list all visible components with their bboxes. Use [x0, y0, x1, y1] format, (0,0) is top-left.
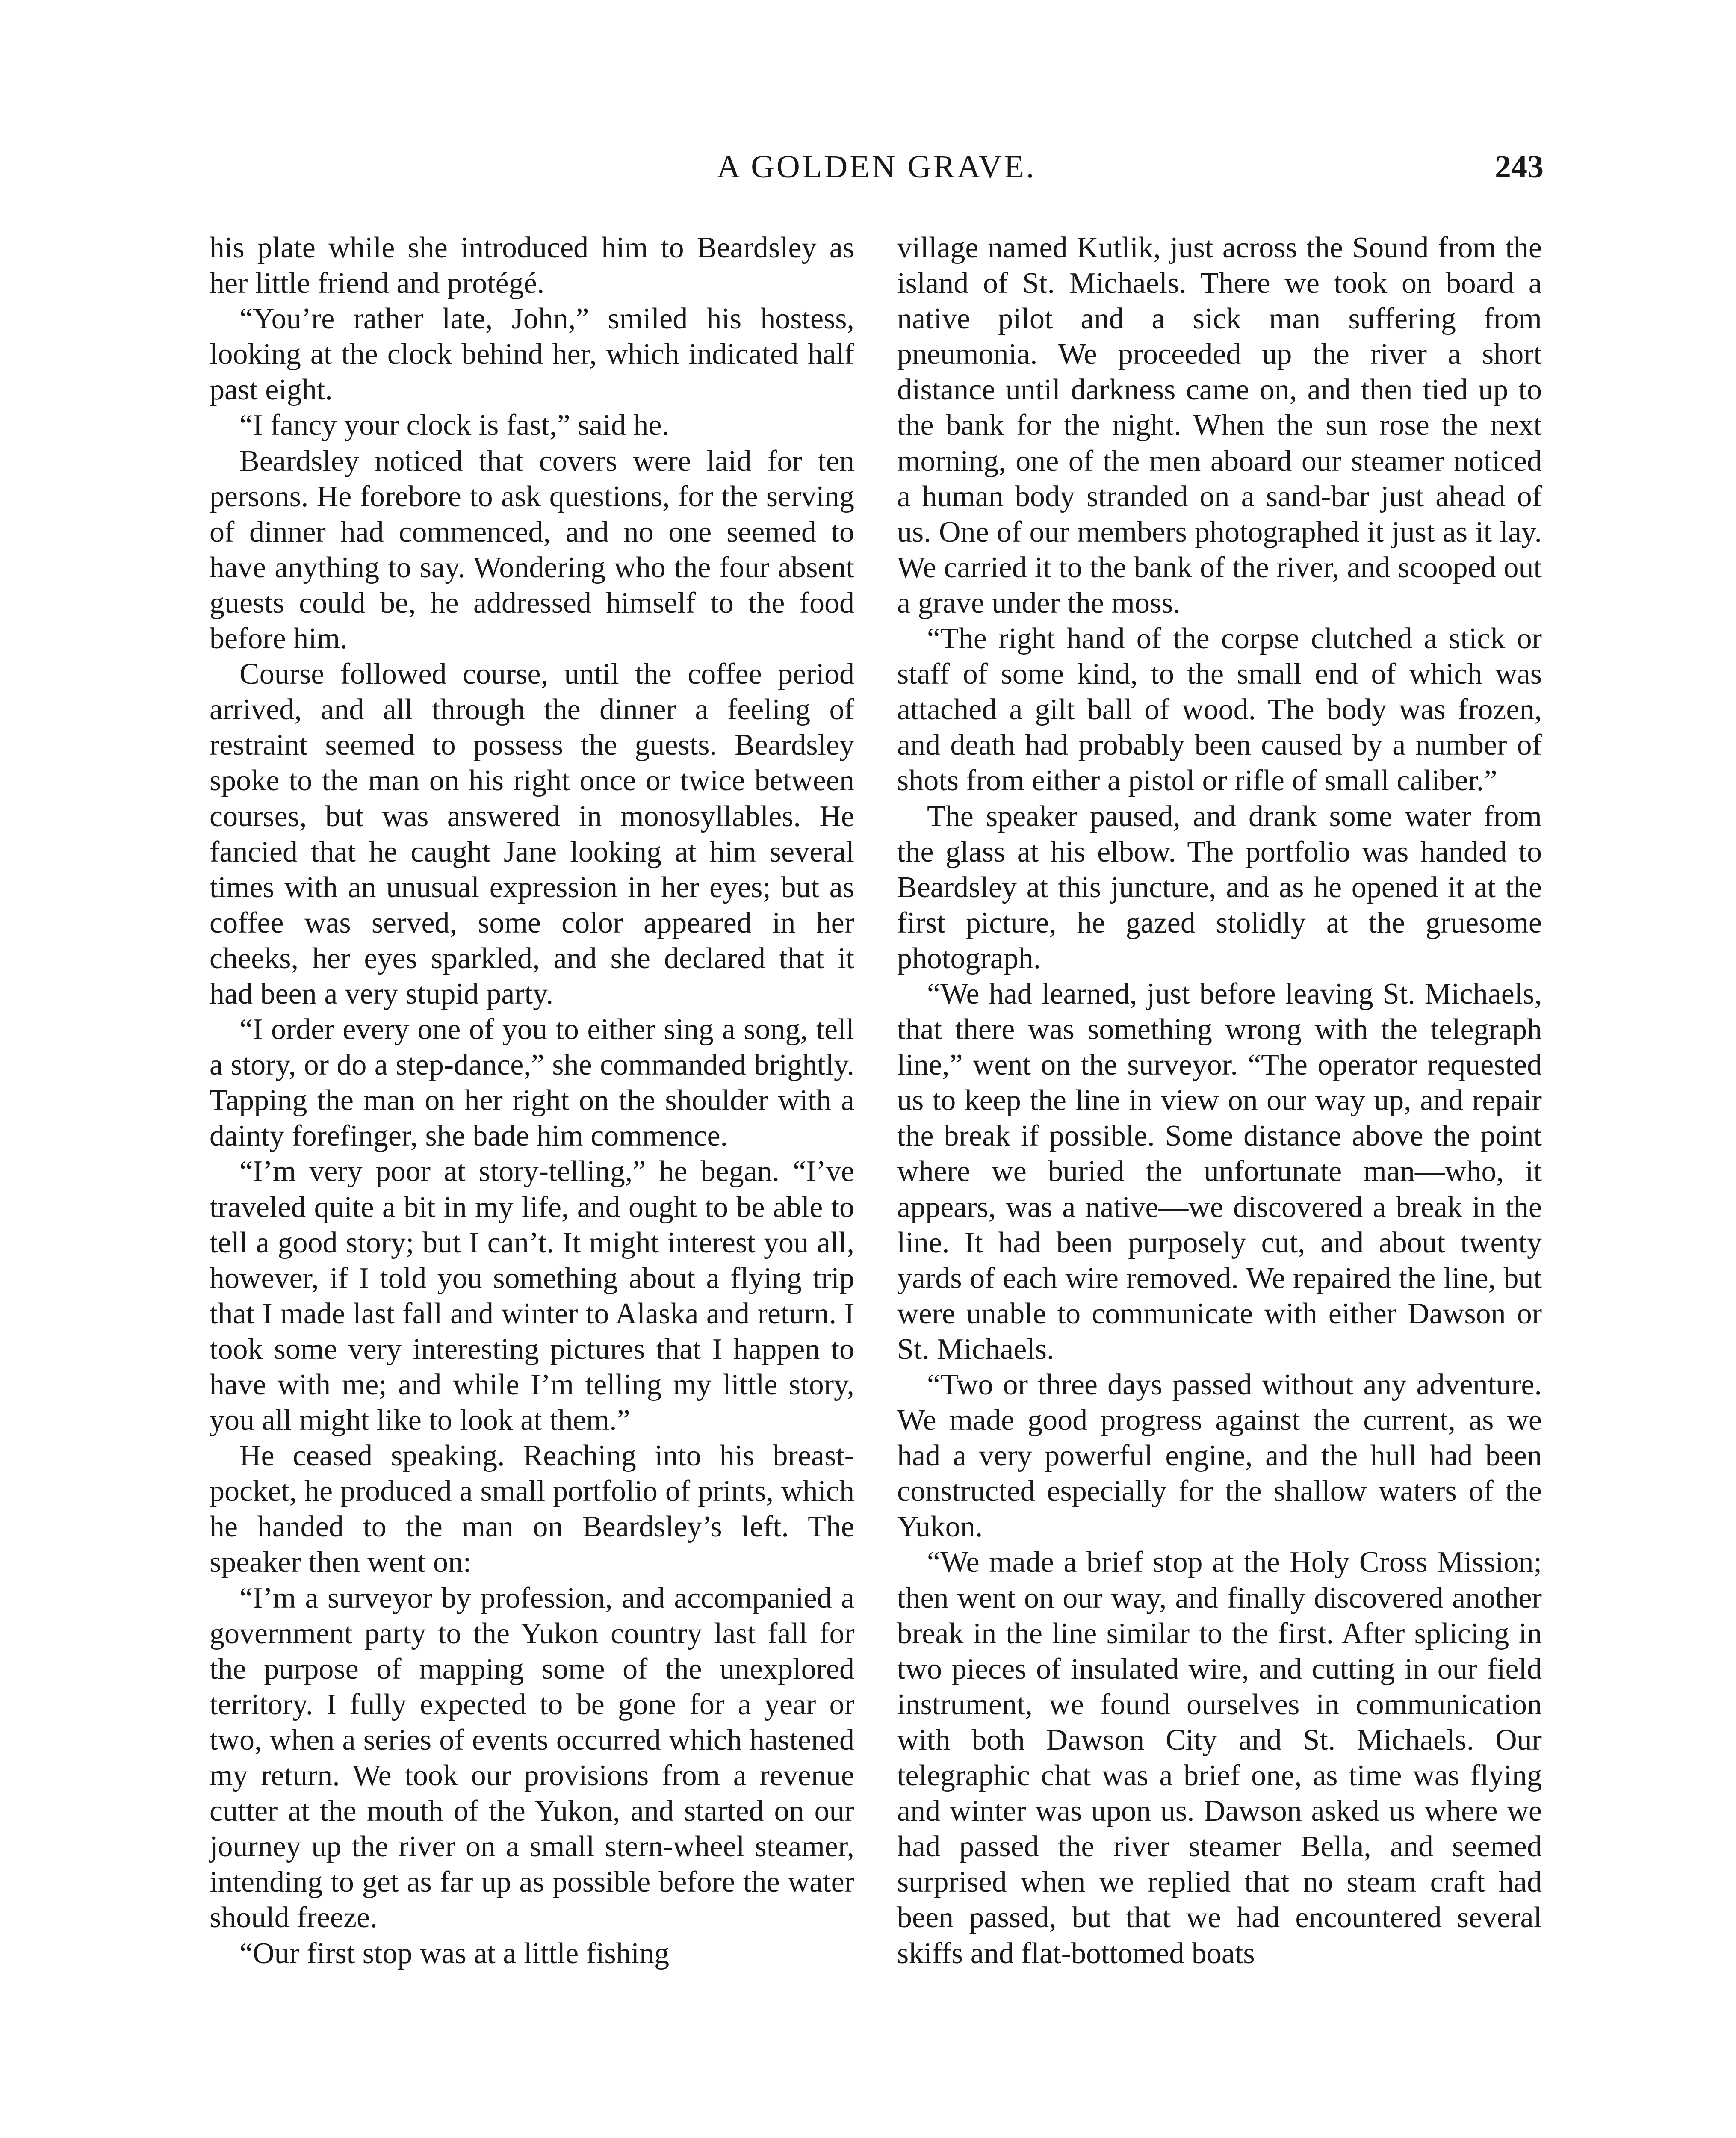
- paragraph: Course followed course, until the coffee period arrived, and all through the dinner a feeling of restraint seemed to possess the guests. Beardsley spoke to the man on his right once or twice between courses, but was answered in monosyllables. He fancied that he caught Jane looking at him several times with an unusual expression in her eyes; but as coffee was served, some color appeared in her cheeks, her eyes sparkled, and she declared that it had been a very stupid party.: [210, 658, 854, 1010]
- paragraph: his plate while she introduced him to Beardsley as her little friend and protégé.: [210, 231, 854, 300]
- paragraph: “Our first stop was at a little fishing: [239, 1937, 670, 1970]
- running-title: A GOLDEN GRAVE.: [717, 149, 1036, 185]
- paragraph: “You’re rather late, John,” smiled his hostess, looking at the clock behind her, which indicated half past eight.: [210, 302, 854, 407]
- paragraph: The speaker paused, and drank some water from the glass at his elbow. The portfolio was handed to Beardsley at this juncture, and as he opened it at the first picture, he gazed stolidly at the gruesome photograph.: [897, 800, 1542, 975]
- paragraph: “Two or three days passed without any adventure. We made good progress against the current, as we had a very powerful engine, and the hull had been constructed especially for the shallow waters of the Yukon.: [897, 1368, 1542, 1544]
- left-column: [210, 230, 854, 1971]
- paragraph: He ceased speaking. Reaching into his breast-pocket, he produced a small portfolio of prints, which he handed to the man on Beardsley’s left. The speaker then went on:: [210, 1439, 854, 1579]
- paragraph: “I order every one of you to either sing a song, tell a story, or do a step-dance,” she commanded brightly. Tapping the man on her right on the shoulder with a dainty forefinger, she bade him commence.: [210, 1013, 854, 1153]
- right-column: [897, 230, 1542, 1971]
- paragraph: “The right hand of the corpse clutched a stick or staff of some kind, to the small end of which was attached a gilt ball of wood. The body was frozen, and death had probably been caused by a number of shots from either a pistol or rifle of small caliber.”: [897, 622, 1542, 797]
- paragraph: “I’m very poor at story-telling,” he began. “I’ve traveled quite a bit in my life, and ought to be able to tell a good story; but I can’t. It might interest you all, however, if I told you something about a flying trip that I made last fall and winter to Alaska and return. I took some very interesting pictures that I happen to have with me; and while I’m telling my little story, you all might like to look at them.”: [210, 1155, 854, 1437]
- paragraph: village named Kutlik, just across the Sound from the island of St. Michaels. There we took on board a native pilot and a sick man suffering from pneumonia. We proceeded up the river a short distance until darkness came on, and then tied up to the bank for the night. When the sun rose the next morning, one of the men aboard our steamer noticed a human body stranded on a sand-bar just ahead of us. One of our members photographed it just as it lay. We carried it to the bank of the river, and scooped out a grave under the moss.: [897, 231, 1542, 620]
- paragraph: “We had learned, just before leaving St. Michaels, that there was something wrong with the telegraph line,” went on the surveyor. “The operator requested us to keep the line in view on our way up, and repair the break if possible. Some distance above the point where we buried the unfortunate man—who, it appears, was a native—we discovered a break in the line. It had been purposely cut, and about twenty yards of each wire removed. We repaired the line, but were unable to communicate with either Dawson or St. Michaels.: [897, 977, 1542, 1366]
- paragraph: Beardsley noticed that covers were laid for ten persons. He forebore to ask questions, for the serving of dinner had commenced, and no one seemed to have anything to say. Wondering who the four absent guests could be, he addressed himself to the food before him.: [210, 444, 854, 656]
- page-number: 243: [1495, 149, 1544, 185]
- paragraph: “I’m a surveyor by profession, and accompanied a government party to the Yukon country last fall for the purpose of mapping some of the unexplored territory. I fully expected to be gone for a year or two, when a series of events occurred which hastened my return. We took our provisions from a revenue cutter at the mouth of the Yukon, and started on our journey up the river on a small stern-wheel steamer, intending to get as far up as possible before the water should freeze.: [210, 1581, 854, 1934]
- paragraph: “We made a brief stop at the Holy Cross Mission; then went on our way, and finally discovered another break in the line similar to the first. After splicing in two pieces of insulated wire, and cutting in our field instrument, we found ourselves in communication with both Dawson City and St. Michaels. Our telegraphic chat was a brief one, as time was flying and winter was upon us. Dawson asked us where we had passed the river steamer Bella, and seemed surprised when we replied that no steam craft had been passed, but that we had encountered several skiffs and flat-bottomed boats: [897, 1546, 1542, 1970]
- page-header: [210, 143, 1544, 195]
- paragraph: “I fancy your clock is fast,” said he.: [239, 409, 669, 442]
